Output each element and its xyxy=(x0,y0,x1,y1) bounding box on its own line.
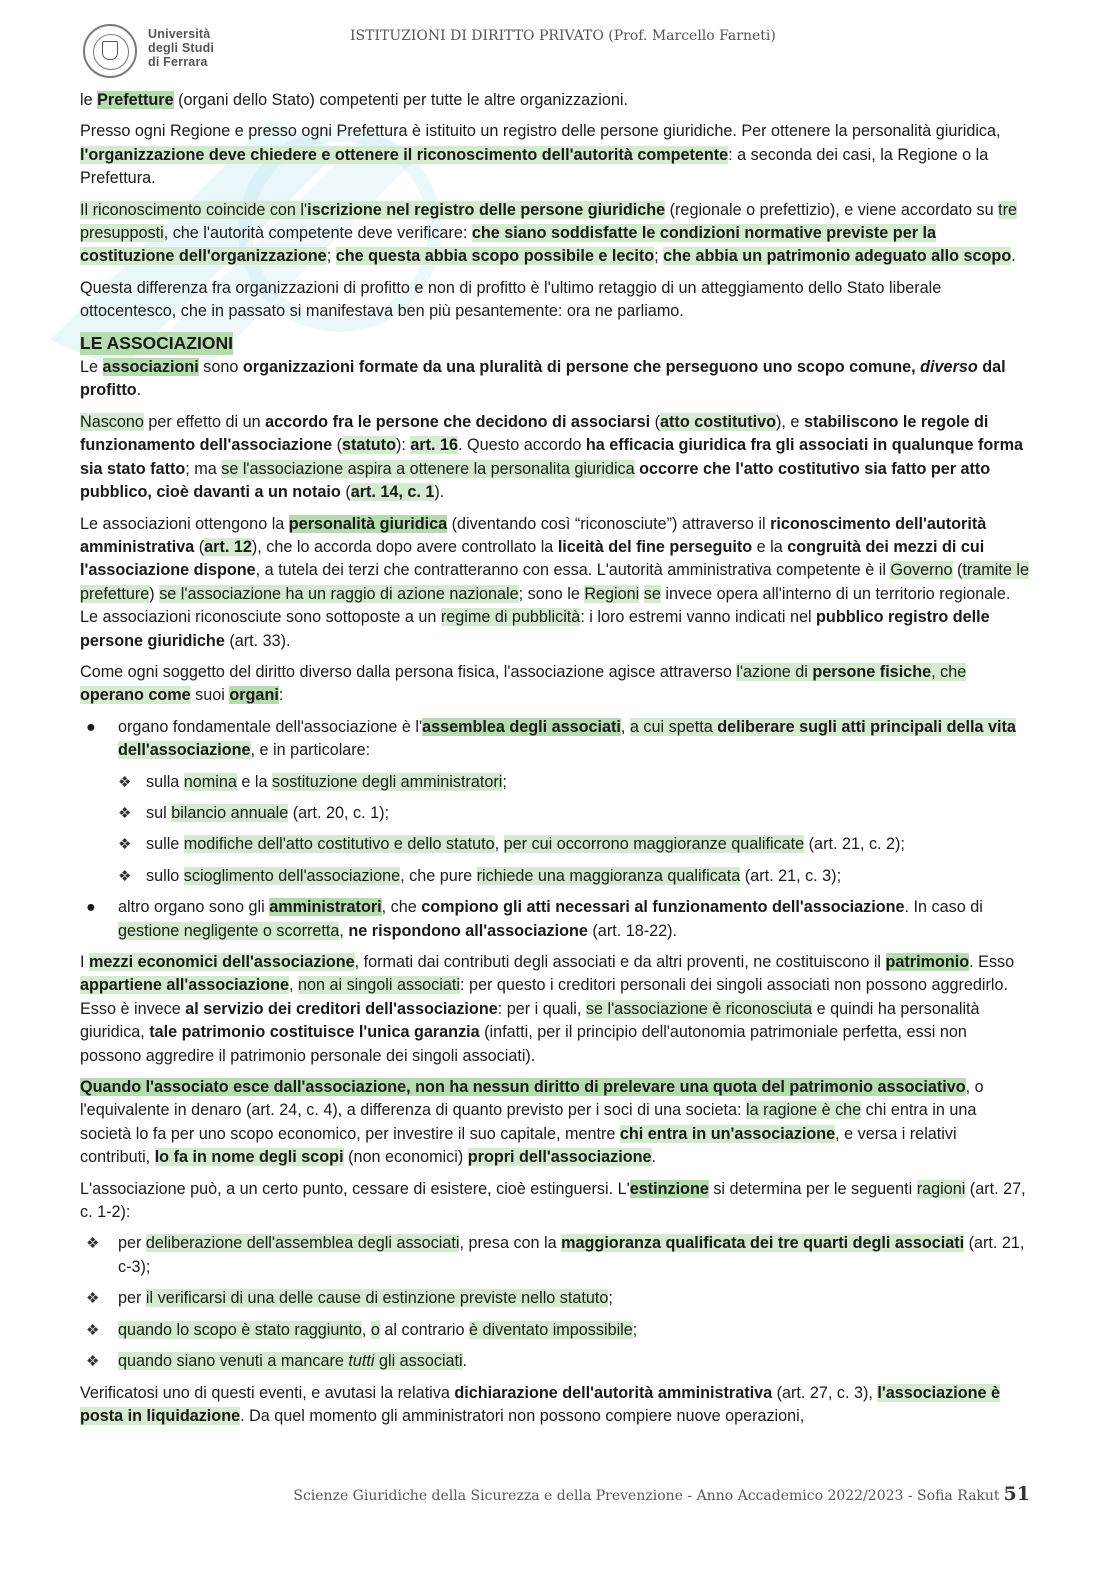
text-bold: ha efficacia giuridica fra gli associati in qualunque forma sia stato fatto xyxy=(80,436,1024,478)
text-highlight: estinzione xyxy=(629,1179,709,1198)
text: (diventando così “riconosciute”) attraverso il xyxy=(447,514,771,533)
text-highlight: la ragione è che xyxy=(745,1101,862,1120)
seal-crest xyxy=(102,41,118,60)
list-item xyxy=(80,716,1030,888)
text-highlight: atto costitutivo xyxy=(660,412,777,431)
text: (art. 18-22). xyxy=(587,921,677,940)
text: . xyxy=(136,381,142,400)
text: L'associazione può, a un certo punto, cessare di esistere, cioè estinguersi. L' xyxy=(80,1179,630,1198)
text: e la xyxy=(752,537,788,556)
text-highlight: sostituzione degli amministratori xyxy=(272,772,503,791)
text: ). xyxy=(434,483,445,502)
text: Questa differenza fra organizzazioni di profitto e non di profitto è l'ultimo retaggio di un atteggiamento dello Stato liberale ottocentesco, che in passato si manifestava ben più pesantemente: ora ne parliamo. xyxy=(80,278,942,321)
paragraph-uscita-associato xyxy=(80,1076,1030,1170)
extinction-reasons-list xyxy=(80,1232,1030,1373)
organs-list xyxy=(80,716,1030,943)
text-bold: congruità dei mezzi di cui l'associazione dispone xyxy=(80,537,985,580)
text-bold: ne rispondono all'associazione xyxy=(348,921,588,940)
section-title: LE ASSOCIAZIONI xyxy=(80,332,233,353)
text: ; sono le xyxy=(518,584,585,603)
text: ; xyxy=(502,772,507,791)
text-bold: stabiliscono le regole di funzionamento dell'associazione xyxy=(80,412,989,455)
text: per effetto di un xyxy=(143,412,266,431)
text-highlight: maggioranza qualificata dei tre quarti degli associati xyxy=(561,1234,965,1253)
paragraph-estinzione xyxy=(80,1178,1030,1225)
text: ), che lo accorda dopo avere controllato la xyxy=(251,537,558,556)
text: Il riconoscimento coincide con l' xyxy=(80,200,308,219)
text: : per i quali, xyxy=(497,999,586,1018)
list-item xyxy=(118,865,1030,888)
text-highlight: nomina xyxy=(183,772,237,791)
text: ) xyxy=(149,584,160,603)
text-highlight: deliberare sugli atti principali della vita dell'associazione xyxy=(118,717,1016,760)
text-highlight: tramite le prefetture xyxy=(80,561,1029,603)
text: . Da quel momento gli amministratori non possono compiere nuove operazioni, xyxy=(240,1406,805,1425)
text: organo fondamentale dell'associazione è l' xyxy=(118,717,423,736)
text: sullo xyxy=(146,866,184,885)
text-italic: diverso xyxy=(920,358,978,377)
list-item xyxy=(118,833,1030,856)
text-highlight: o xyxy=(370,1320,380,1339)
text-highlight: persone fisiche xyxy=(812,662,932,681)
text-highlight: richiede una maggioranza qualificata xyxy=(476,866,741,885)
text-highlight: gli associati xyxy=(374,1352,463,1371)
text-highlight: quando lo scopo è stato raggiunto xyxy=(118,1320,362,1339)
text: , e versa i relativi contributi, xyxy=(80,1124,957,1167)
list-item xyxy=(80,896,1030,943)
text-highlight: operano come xyxy=(80,686,191,705)
text-bold: occorre che l'atto costitutivo sia fatto per atto pubblico, cioè davanti a un notaio xyxy=(80,459,991,502)
text-highlight: regime di pubblicità xyxy=(440,608,581,627)
text: per xyxy=(118,1234,146,1253)
paragraph-riconoscimento xyxy=(80,199,1030,269)
text-bold: organizzazioni formate da una pluralità di persone che perseguono uno scopo comune, xyxy=(242,358,921,377)
diamond-bullet-icon: ❖ xyxy=(118,867,132,885)
text: Come ogni soggetto del diritto diverso dalla persona fisica, l'associazione agisce attraverso xyxy=(80,662,737,681)
text-highlight: art. 14, c. 1 xyxy=(350,483,435,502)
text: (art. 21, c. 2); xyxy=(804,835,905,854)
list-item xyxy=(118,771,1030,794)
text: I xyxy=(80,953,89,971)
text-bold: al servizio dei creditori dell'associazione xyxy=(185,999,498,1018)
text: (regionale o prefettizio), e viene accordato su xyxy=(665,200,999,219)
text: ; xyxy=(654,247,664,266)
text-highlight: l'associazione è posta in liquidazione xyxy=(80,1383,1001,1425)
text: sulle xyxy=(146,835,184,854)
text-highlight: Prefetture xyxy=(97,91,174,109)
text: Le associazioni ottengono la xyxy=(80,514,289,533)
text-highlight: Quando l'associato esce dall'associazione, non ha nessun diritto di prelevare una quota del patrimonio associativo xyxy=(80,1078,966,1097)
text: si determina per le seguenti xyxy=(708,1179,917,1198)
text: (art. 33). xyxy=(224,631,291,650)
page-content xyxy=(80,89,1030,1436)
text-highlight: chi entra in un'associazione xyxy=(619,1124,836,1143)
text-highlight: Governo xyxy=(890,561,953,580)
text: e la xyxy=(236,772,272,791)
text-bold: liceità del fine perseguito xyxy=(557,537,753,556)
text-highlight: se l'associazione aspira a ottenere la personalita giuridica xyxy=(221,459,635,478)
text-highlight: statuto xyxy=(342,436,396,455)
text: per xyxy=(118,1289,146,1308)
text: . xyxy=(651,1148,657,1167)
text: sono xyxy=(198,358,243,377)
text-highlight: il verificarsi di una delle cause di estinzione previste nello statuto xyxy=(145,1289,609,1308)
page-number: 51 xyxy=(1003,1483,1030,1505)
diamond-bullet-icon: ❖ xyxy=(118,836,132,854)
text-highlight: deliberazione dell'assemblea degli associati xyxy=(145,1234,460,1253)
text: : i loro estremi vanno indicati nel xyxy=(580,608,817,627)
text-highlight: ragioni xyxy=(916,1179,966,1198)
text-highlight: quando siano venuti a mancare xyxy=(118,1352,349,1371)
text: , xyxy=(931,662,941,681)
text: : per questo i creditori personali dei singoli associati non possono aggredirlo. Esso è invece xyxy=(80,976,1008,1018)
text: altro organo sono gli xyxy=(118,898,270,917)
text: (art. 21, c-3); xyxy=(118,1234,1025,1276)
text-highlight: organi xyxy=(229,686,279,705)
text: (art. 21, c. 3); xyxy=(740,866,842,885)
paragraph-liquidazione xyxy=(80,1382,1030,1429)
text: Presso ogni Regione e presso ogni Prefettura è istituito un registro delle persone giuridiche. Per ottenere la personalità giuridica, xyxy=(80,122,1001,141)
text: , che l'autorità competente deve verificare: xyxy=(163,224,472,243)
text-highlight: patrimonio xyxy=(885,953,970,971)
text: chi entra in una società lo fa per uno scopo economico, per investire il suo capitale, mentre xyxy=(80,1101,977,1143)
paragraph-organi xyxy=(80,661,1030,708)
text-highlight: amministratori xyxy=(269,898,382,917)
text: suoi xyxy=(190,686,230,705)
text: , xyxy=(339,921,349,940)
text: , che pure xyxy=(400,866,477,885)
text-bold: riconoscimento dell'autorità amministrativa xyxy=(80,514,987,556)
text-highlight: che siano soddisfatte le condizioni normative previste per la costituzione dell'organizzazione xyxy=(80,224,936,266)
text-highlight: lo fa in nome degli scopi xyxy=(154,1148,344,1167)
text-highlight: che xyxy=(940,662,967,681)
text: ( xyxy=(650,412,661,431)
text: , a tutela dei terzi che contratteranno con essa. L'autorità amministrativa competente è il xyxy=(255,561,891,580)
text: (organi dello Stato) competenti per tutte le altre organizzazioni. xyxy=(173,91,628,109)
text-highlight: associazioni xyxy=(102,358,199,377)
paragraph-mezzi-economici xyxy=(80,951,1030,1068)
text: . In caso di xyxy=(904,898,983,917)
text-highlight: gestione negligente o scorretta xyxy=(118,921,340,940)
text: ( xyxy=(952,561,963,580)
text-italic: tutti xyxy=(348,1352,375,1371)
text: . xyxy=(462,1352,468,1371)
text-highlight: che abbia un patrimonio adeguato allo scopo xyxy=(663,247,1012,266)
text-highlight: se xyxy=(643,584,661,603)
text: , presa con la xyxy=(459,1234,562,1253)
paragraph-differenza xyxy=(80,277,1030,324)
text-bold: tale patrimonio costituisce l'unica garanzia xyxy=(149,1023,480,1042)
text-bold: compiono gli atti necessari al funzionamento dell'associazione xyxy=(421,898,905,917)
text: . xyxy=(1011,247,1016,266)
text-highlight: art. 16 xyxy=(410,436,459,455)
text-highlight: iscrizione nel registro delle persone giuridiche xyxy=(307,200,666,219)
text: (infatti, per il principio dell'autonomia patrimoniale perfetta, essi non possono aggredire il patrimonio personale dei singoli associati). xyxy=(80,1023,967,1065)
text: , xyxy=(361,1320,371,1339)
diamond-bullet-icon: ❖ xyxy=(86,1235,100,1253)
paragraph-prefetture xyxy=(80,89,1030,112)
text-highlight: a cui spetta xyxy=(629,717,718,736)
list-item xyxy=(118,802,1030,825)
university-name xyxy=(148,27,214,69)
text-bold: pubblico registro delle persone giuridiche xyxy=(80,608,990,650)
diamond-bullet-icon: ❖ xyxy=(86,1290,100,1308)
text-highlight: per cui occorrono maggioranze qualificate xyxy=(503,835,805,854)
text: : xyxy=(278,686,284,705)
university-line-3: di Ferrara xyxy=(148,55,208,69)
text: ): xyxy=(395,436,411,455)
text-bold: dal profitto xyxy=(80,358,1006,400)
text: , xyxy=(288,976,298,995)
text: , o l'equivalente in denaro (art. 24, c. 4), a differenza di quanto previsto per i soci di una societa: xyxy=(80,1078,984,1120)
text: ( xyxy=(332,436,342,455)
document-title: ISTITUZIONI DI DIRITTO PRIVATO (Prof. Marcello Farneti) xyxy=(350,28,776,44)
text: formati dai contributi degli associati e da altri proventi xyxy=(363,953,745,971)
text: ; ma xyxy=(185,459,222,478)
paragraph-personalita xyxy=(80,513,1030,653)
diamond-bullet-icon: ❖ xyxy=(86,1321,100,1339)
text: (art. 27, c. 3), xyxy=(772,1383,878,1402)
page-header xyxy=(0,0,1118,88)
text: : a seconda dei casi, la Regione o la Prefettura. xyxy=(80,145,989,188)
text: Le xyxy=(80,358,103,377)
text-bold: accordo fra le persone che decidono di associarsi xyxy=(265,412,651,431)
text-highlight: l'azione di xyxy=(736,662,813,681)
assembly-powers-list xyxy=(118,771,1030,889)
text-highlight: bilancio annuale xyxy=(171,803,289,822)
text-bold: dichiarazione dell'autorità amministrativa xyxy=(454,1383,773,1402)
list-item xyxy=(80,1319,1030,1342)
text-highlight: è diventato impossibile xyxy=(469,1320,633,1339)
text: sulla xyxy=(146,772,184,791)
text-highlight: Nascono xyxy=(80,412,144,431)
text: al contrario xyxy=(379,1320,469,1339)
text: (art. 27, c. 1-2): xyxy=(80,1179,1026,1222)
diamond-bullet-icon: ❖ xyxy=(118,773,132,791)
text-highlight: modifiche dell'atto costitutivo e dello statuto xyxy=(183,835,495,854)
bullet-icon: ● xyxy=(86,898,96,917)
text-highlight: Regioni xyxy=(584,584,640,603)
text: . Questo accordo xyxy=(458,436,586,455)
diamond-bullet-icon: ❖ xyxy=(118,804,132,822)
text-highlight: propri dell'associazione xyxy=(467,1148,652,1167)
text-highlight: tre presupposti xyxy=(80,200,1017,243)
page-footer xyxy=(0,1483,1030,1505)
list-item xyxy=(80,1232,1030,1279)
university-seal-icon xyxy=(83,24,137,78)
text: invece opera all'interno di un territorio regionale. Le associazioni riconosciute sono sottoposte a un xyxy=(80,584,1011,627)
text: , xyxy=(354,953,364,971)
text: ; xyxy=(326,247,336,266)
list-item xyxy=(80,1350,1030,1373)
text: ; xyxy=(632,1320,638,1339)
text-highlight: che questa abbia scopo possibile e lecito xyxy=(335,247,655,266)
text-highlight: art. 12 xyxy=(204,537,252,556)
text-highlight: l'organizzazione deve chiedere e ottenere il riconoscimento dell'autorità competente xyxy=(80,145,729,164)
text: sul xyxy=(146,803,172,822)
text: , e in particolare: xyxy=(250,741,371,760)
diamond-bullet-icon: ❖ xyxy=(86,1353,100,1371)
text: , ne costituiscono il xyxy=(744,953,886,971)
text: , che xyxy=(381,898,422,917)
text: Verificatosi uno di questi eventi, e avutasi la relativa xyxy=(80,1383,455,1402)
text: ( xyxy=(194,537,205,556)
text: e quindi ha personalità giuridica, xyxy=(80,999,980,1042)
paragraph-nascono xyxy=(80,411,1030,505)
paragraph-registro xyxy=(80,120,1030,190)
text: , xyxy=(620,717,630,736)
text: (art. 20, c. 1); xyxy=(288,803,389,822)
bullet-icon: ● xyxy=(86,717,96,736)
text: . Esso xyxy=(969,953,1015,971)
text: , xyxy=(494,835,504,854)
text: ), e xyxy=(776,412,804,431)
text-highlight: appartiene all'associazione xyxy=(80,976,289,995)
university-line-2: degli Studi xyxy=(148,41,215,55)
text-highlight: se l'associazione è riconosciuta xyxy=(585,999,813,1018)
text-highlight: personalità giuridica xyxy=(288,514,448,533)
text-highlight: scioglimento dell'associazione xyxy=(183,866,401,885)
footer-text: Scienze Giuridiche della Sicurezza e della Prevenzione - Anno Accademico 2022/2023 - Sofia Rakut xyxy=(293,1488,1000,1504)
list-item xyxy=(80,1287,1030,1310)
text: le xyxy=(80,91,98,109)
text: ( xyxy=(340,483,351,502)
paragraph-definizione xyxy=(80,356,1030,403)
text: (non economici) xyxy=(343,1148,468,1167)
text-highlight: assemblea degli associati xyxy=(422,717,621,736)
text: ; xyxy=(608,1289,613,1308)
text-highlight: non ai singoli associati xyxy=(297,976,460,995)
text-highlight: se l'associazione ha un raggio di azione nazionale xyxy=(159,584,519,603)
text-highlight: mezzi economici dell'associazione xyxy=(89,953,355,971)
university-line-1: Università xyxy=(148,27,211,41)
